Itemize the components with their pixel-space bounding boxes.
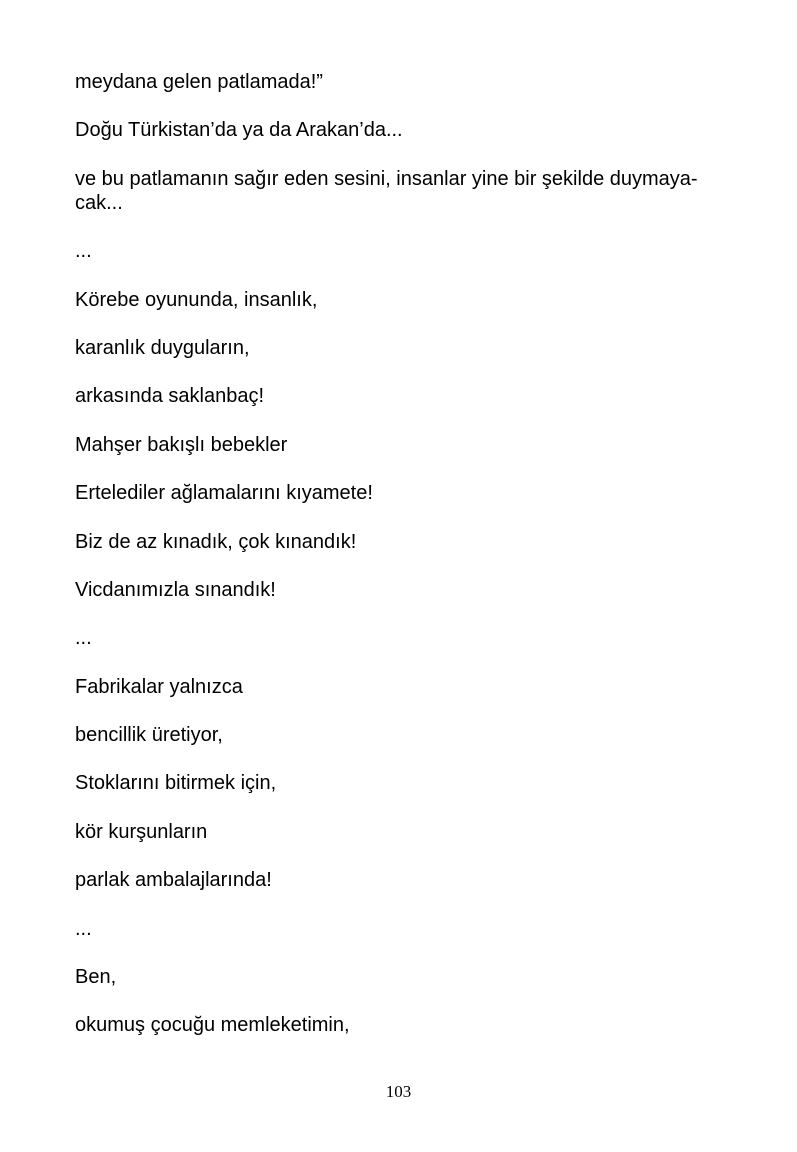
text-line: okumuş çocuğu memleketimin, [75, 1014, 350, 1037]
text-line: Mahşer bakışlı bebekler [75, 433, 288, 456]
text-line: parlak ambalajlarında! [75, 869, 272, 892]
poem-text [75, 70, 725, 1062]
text-line: Biz de az kınadık, çok kınandık! [75, 530, 357, 553]
text-line: Ertelediler ağlamalarını kıyamete! [75, 482, 373, 505]
page-number: 103 [385, 1082, 412, 1101]
text-line: karanlık duyguların, [75, 336, 250, 359]
ellipsis-line: ... [75, 917, 92, 940]
text-line: Vicdanımızla sınandık! [75, 578, 276, 601]
text-line: Ben, [75, 966, 117, 989]
text-line: Doğu Türkistan’da ya da Arakan’da... [75, 119, 403, 142]
text-line: Körebe oyununda, insanlık, [75, 288, 318, 311]
text-line: bencillik üretiyor, [75, 724, 223, 747]
text-line: ve bu patlamanın sağır eden sesini, insanlar yine bir şekilde duymaya- cak... [75, 167, 698, 214]
ellipsis-line: ... [75, 240, 92, 263]
text-line: arkasında saklanbaç! [75, 385, 265, 408]
text-line: meydana gelen patlamada!” [75, 71, 323, 93]
text-line: Fabrikalar yalnızca [75, 675, 243, 698]
ellipsis-line: ... [75, 627, 92, 650]
text-line: Stoklarını bitirmek için, [75, 772, 277, 795]
text-line: kör kurşunların [75, 820, 208, 843]
